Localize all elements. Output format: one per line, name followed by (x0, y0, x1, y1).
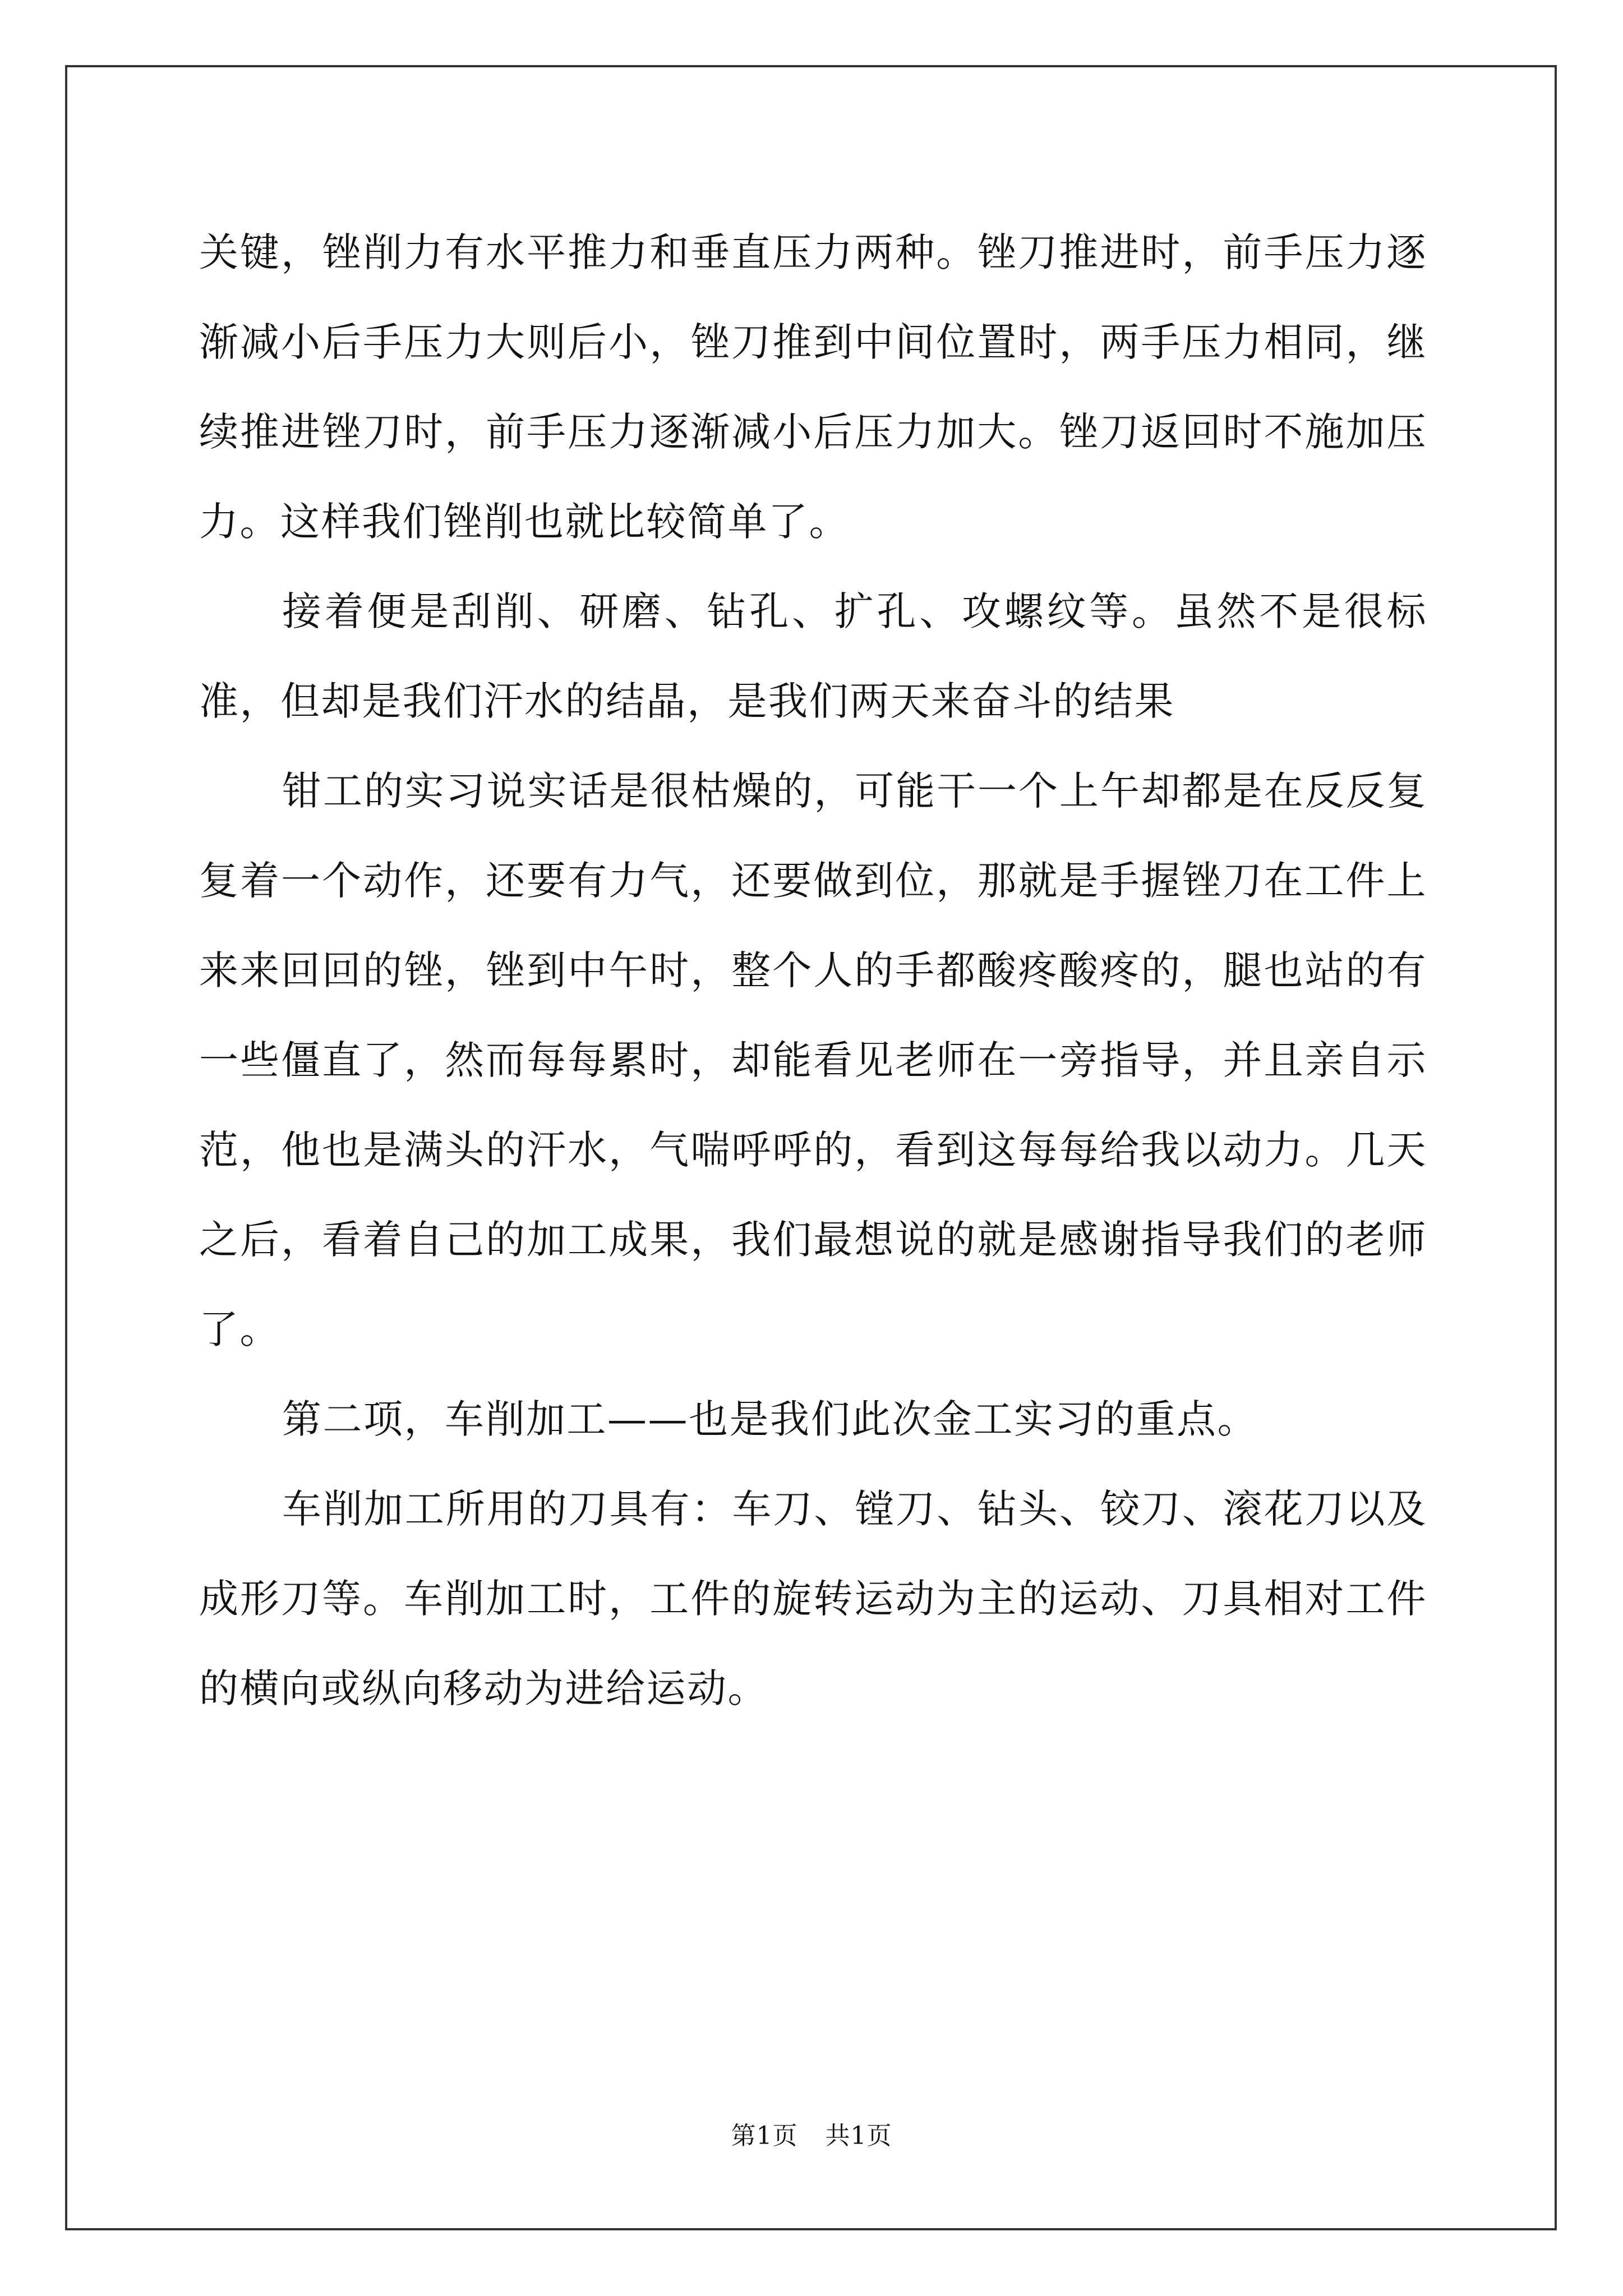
page-number-current: 第1页 (731, 2122, 798, 2150)
page-number-total: 共1页 (825, 2122, 892, 2150)
paragraph-turning-intro: 第二项，车削加工——也是我们此次金工实习的重点。 (282, 1396, 1258, 1442)
paragraph-scraping-drilling: 接着便是刮削、研磨、钻孔、扩孔、攻螺纹等。虽然不是很标准，但却是我们汗水的结晶，是我们两天来奋斗的结果 (199, 588, 1427, 724)
document-body (199, 208, 1427, 1733)
paragraph-turning-tools: 车削加工所用的刀具有：车刀、镗刀、钻头、铰刀、滚花刀以及成形刀等。车削加工时，工件的旋转运动为主的运动、刀具相对工件的横向或纵向移动为进给运动。 (199, 1486, 1427, 1711)
paragraph-filing-force: 关键，锉削力有水平推力和垂直压力两种。锉刀推进时，前手压力逐渐减小后手压力大则后小，锉刀推到中间位置时，两手压力相同，继续推进锉刀时，前手压力逐渐减小后压力加大。锉刀返回时不施加压力。这样我们锉削也就比较简单了。 (199, 229, 1427, 545)
paragraph-fitter-practice: 钳工的实习说实话是很枯燥的，可能干一个上午却都是在反反复复着一个动作，还要有力气，还要做到位，那就是手握锉刀在工件上来来回回的锉，锉到中午时，整个人的手都酸疼酸疼的，腿也站的有一些僵直了，然而每每累时，却能看见老师在一旁指导，并且亲自示范，他也是满头的汗水，气喘呼呼的，看到这每每给我以动力。几天之后，看着自己的加工成果，我们最想说的就是感谢指导我们的老师了。 (199, 768, 1427, 1352)
page-footer (0, 2119, 1623, 2153)
